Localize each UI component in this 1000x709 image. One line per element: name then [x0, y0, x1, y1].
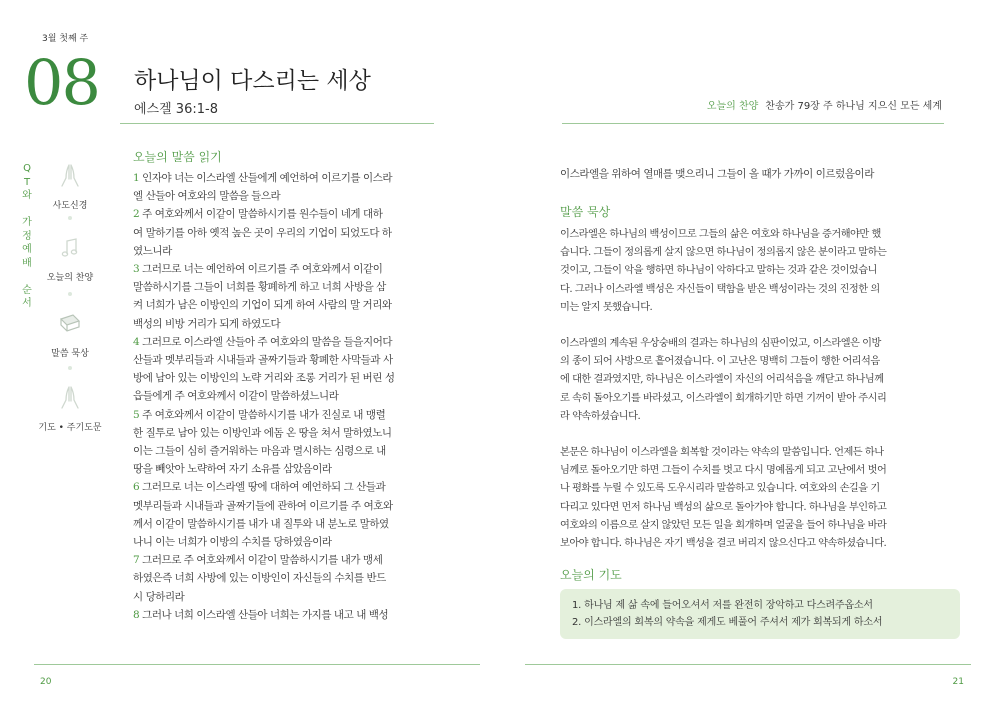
reading-line [133, 533, 435, 551]
vertical-char: 서 [22, 298, 32, 309]
paragraph-line: 로 속히 돌아오기를 바라셨고, 이스라엘이 회개하기만 하면 기꺼이 받아 주시리 [560, 392, 887, 404]
verse-text: 그러나 너희 이스라엘 산들아 너희는 가지를 내고 내 백성 [139, 608, 389, 621]
title-divider [120, 123, 434, 124]
step-dot [68, 216, 72, 220]
paragraph-line: 에 대한 결과였지만, 하나님은 이스라엘이 자신의 어리석음을 깨닫고 하나님께 [560, 374, 884, 386]
hymn-divider [562, 123, 944, 124]
reading-line [133, 351, 435, 369]
verse-text: 나니 이는 너희가 이방의 수치를 당하였음이라 [133, 536, 332, 549]
verse-number: 4 [133, 335, 140, 348]
hymn-text: 찬송가 79장 주 하나님 지으신 모든 세계 [765, 101, 942, 112]
paragraph-line: 님께로 돌아오기만 하면 그들이 수치를 벗고 다시 명예롭게 되고 고난에서 벗어 [560, 465, 887, 477]
reading-line [133, 515, 435, 533]
vertical-char: T [23, 176, 31, 188]
verse-text: 이는 그들이 심히 즐거워하는 마음과 멸시하는 심령으로 내 [133, 445, 386, 458]
reading-line [133, 569, 435, 587]
hymn-label: 오늘의 찬양 [706, 101, 759, 112]
reading-title: 오늘의 말씀 읽기 [133, 150, 222, 164]
verse-text: 주 여호와께서 이같이 말씀하시기를 원수들이 네게 대하 [139, 208, 383, 221]
meditation-section [560, 203, 952, 571]
verse-number: 6 [133, 481, 140, 494]
reading-line [133, 460, 435, 478]
reading-line [133, 478, 435, 496]
prayer-item: 1. 하나님 제 삶 속에 들어오셔서 저를 완전히 장악하고 다스려주옵소서 [572, 600, 873, 611]
verse-text: 백성의 비방 거리가 되게 하였도다 [133, 317, 281, 330]
vertical-char: 배 [22, 257, 32, 269]
reading-line [133, 369, 435, 387]
reading-line [133, 606, 435, 624]
reading-line [133, 406, 435, 424]
reading-line [133, 551, 435, 569]
verse-text: 주 여호와께서 이같이 말씀하시기를 내가 진실로 내 맹렬 [139, 408, 386, 421]
verse-text: 그러므로 이스라엘 산들아 주 여호와의 말씀을 들을지어다 [139, 335, 393, 348]
reading-line [133, 242, 435, 260]
reading-line [133, 224, 435, 242]
verse-text: 인자야 너는 이스라엘 산들에게 예언하여 이르기를 이스라 [139, 172, 393, 184]
verse-text: 그러므로 너는 예언하여 이르기를 주 여호와께서 이같이 [139, 263, 383, 276]
reading-line [133, 588, 435, 606]
reading-line [133, 205, 435, 223]
verse-text: 였느니라 [133, 244, 172, 257]
praying-hands-icon [56, 384, 84, 412]
reading-line [133, 260, 435, 278]
verse-text: 엘 산들아 여호와의 말씀을 들으라 [133, 190, 281, 203]
meditation-paragraph [560, 444, 952, 553]
paragraph-line: 것이고, 그들이 악을 행하면 하나님이 악하다고 말하는 것과 같은 것이었습니 [560, 265, 877, 277]
verse-number: 3 [133, 263, 140, 276]
verse-number: 7 [133, 554, 140, 567]
reading-lines [133, 169, 435, 624]
page-number-right: 21 [952, 677, 964, 687]
step-label: 오늘의 찬양 [46, 273, 94, 283]
verse-text: 그러므로 주 여호와께서 이같이 말씀하시기를 내가 맹세 [139, 554, 383, 567]
verse-text: 그러므로 너는 이스라엘 땅에 대하여 예언하되 그 산들과 [139, 481, 386, 494]
prayer-title: 오늘의 기도 [560, 568, 622, 582]
verse-text: 땅을 빼앗아 노략하여 자기 소유를 삼았음이라 [133, 463, 332, 476]
reading-continuation: 이스라엘을 위하여 열매를 맺으리니 그들이 올 때가 가까이 이르렀음이라 [560, 168, 874, 180]
vertical-char: 순 [22, 284, 32, 296]
verse-text: 께서 이같이 말씀하시기를 내가 내 질투와 내 분노로 말하였 [133, 517, 389, 530]
verse-text: 한 질투로 남아 있는 이방인과 에돔 온 땅을 쳐서 말하였노니 [133, 426, 392, 439]
hymn-of-the-day [707, 97, 942, 112]
step-dot [68, 366, 72, 370]
step-hymn [26, 234, 114, 284]
footer-divider-right [525, 664, 971, 665]
praying-hands-icon [56, 162, 84, 190]
meditation-paragraph [560, 335, 952, 426]
paragraph-line: 이스라엘은 하나님의 백성이므로 그들의 삶은 여호와 하나님을 증거해야만 했 [560, 229, 881, 240]
step-label: 기도 • 주기도문 [38, 423, 102, 433]
music-note-icon [56, 234, 84, 262]
verse-number: 5 [133, 408, 140, 421]
prayer-section [560, 566, 960, 639]
week-label: 3월 첫째 주 [42, 34, 89, 44]
paragraph-line: 의 종이 되어 사방으로 흩어졌습니다. 이 고난은 명백히 그들이 행한 어리석음 [560, 356, 880, 368]
reading-line [133, 187, 435, 205]
verse-text: 방에 남아 있는 이방인의 노략 거리와 조롱 거리가 된 버린 성 [133, 372, 395, 385]
paragraph-line: 보아야 합니다. 하나님은 자기 백성을 결코 버리지 않으신다고 약속하셨습니다. [560, 538, 887, 550]
paragraph-line: 여호와의 이름으로 살지 않았던 모든 일을 회개하며 얼굴을 들어 하나님을 바라 [560, 519, 887, 531]
paragraph-line: 나 평화를 누릴 수 있도록 도우시리라 말씀하고 있습니다. 여호와의 손길을 기 [560, 483, 880, 495]
vertical-char: 정 [22, 230, 32, 242]
vertical-char: 예 [22, 244, 32, 255]
step-label: 사도신경 [52, 201, 88, 211]
prayer-item: 2. 이스라엘의 회복의 약속을 제게도 베풀어 주셔서 제가 회복되게 하소서 [572, 617, 883, 628]
page-number-left: 20 [40, 677, 52, 687]
paragraph-line: 습니다. 그들이 정의롭게 살지 않으면 하나님이 정의롭지 않은 분이라고 말하는 [560, 247, 887, 259]
paragraph-line: 다리고 있다면 먼저 하나님 백성의 삶으로 돌아가야 합니다. 하나님을 부인하고 [560, 501, 887, 513]
reading-line [133, 497, 435, 515]
step-prayer [26, 384, 114, 434]
verse-text: 켜 너희가 남은 이방인의 기업이 되게 하여 사람의 말 거리와 [133, 299, 392, 312]
reading-line [133, 315, 435, 333]
reading-line [133, 387, 435, 405]
verse-text: 읍들에게 주 여호와께서 이같이 말씀하셨느니라 [133, 390, 339, 403]
reading-line [133, 424, 435, 442]
verse-number: 2 [133, 208, 140, 221]
verse-text: 말씀하시기를 그들이 너희를 황폐하게 하고 너희 사방을 삼 [133, 281, 386, 294]
verse-text: 산들과 멧부리들과 시내들과 골짜기들과 황폐한 사막들과 사 [133, 354, 393, 367]
paragraph-line: 다. 그러나 이스라엘 백성은 자신들이 택함을 받은 백성이라는 것의 진정한 의 [560, 283, 880, 295]
page-title: 하나님이 다스리는 세상 [134, 68, 371, 94]
paragraph-line: 라 약속하셨습니다. [560, 410, 641, 422]
step-label: 말씀 묵상 [51, 349, 89, 359]
meditation-title: 말씀 묵상 [560, 205, 611, 219]
verse-text: 하였은즉 너희 사방에 있는 이방인이 자신들의 수치를 반드 [133, 572, 386, 585]
vertical-char: Q [23, 163, 31, 174]
paragraph-line: 이스라엘의 계속된 우상숭배의 결과는 하나님의 심판이었고, 이스라엘은 이방 [560, 338, 881, 350]
reading-line [133, 333, 435, 351]
verse-text: 여 말하기를 아하 옛적 높은 곳이 우리의 기업이 되었도다 하 [133, 226, 392, 239]
lesson-number: 08 [24, 46, 99, 119]
vertical-char: 가 [22, 217, 32, 228]
paragraph-line: 미는 알지 못했습니다. [560, 301, 653, 313]
meditation-paragraph [560, 226, 952, 317]
prayer-box [560, 589, 960, 639]
paragraph-line: 본문은 하나님이 이스라엘을 회복할 것이라는 약속의 말씀입니다. 언제든 하나 [560, 447, 884, 459]
step-dot [68, 292, 72, 296]
reading-line [133, 169, 435, 187]
reading-line [133, 278, 435, 296]
reading-line [133, 296, 435, 314]
verse-text: 멧부리들과 시내들과 골짜기들에 관하여 이르기를 주 여호와 [133, 499, 393, 512]
reading-line [133, 442, 435, 460]
footer-divider-left [34, 664, 480, 665]
scripture-reading [133, 148, 435, 624]
bible-icon [56, 310, 84, 338]
vertical-char: 와 [22, 190, 32, 201]
verse-number: 8 [133, 608, 140, 621]
meditation-body [560, 226, 952, 553]
step-meditation [26, 310, 114, 360]
scripture-reference: 에스겔 36:1-8 [134, 102, 218, 117]
verse-number: 1 [133, 172, 140, 184]
verse-text: 시 당하리라 [133, 590, 185, 603]
step-apostles-creed [26, 162, 114, 212]
